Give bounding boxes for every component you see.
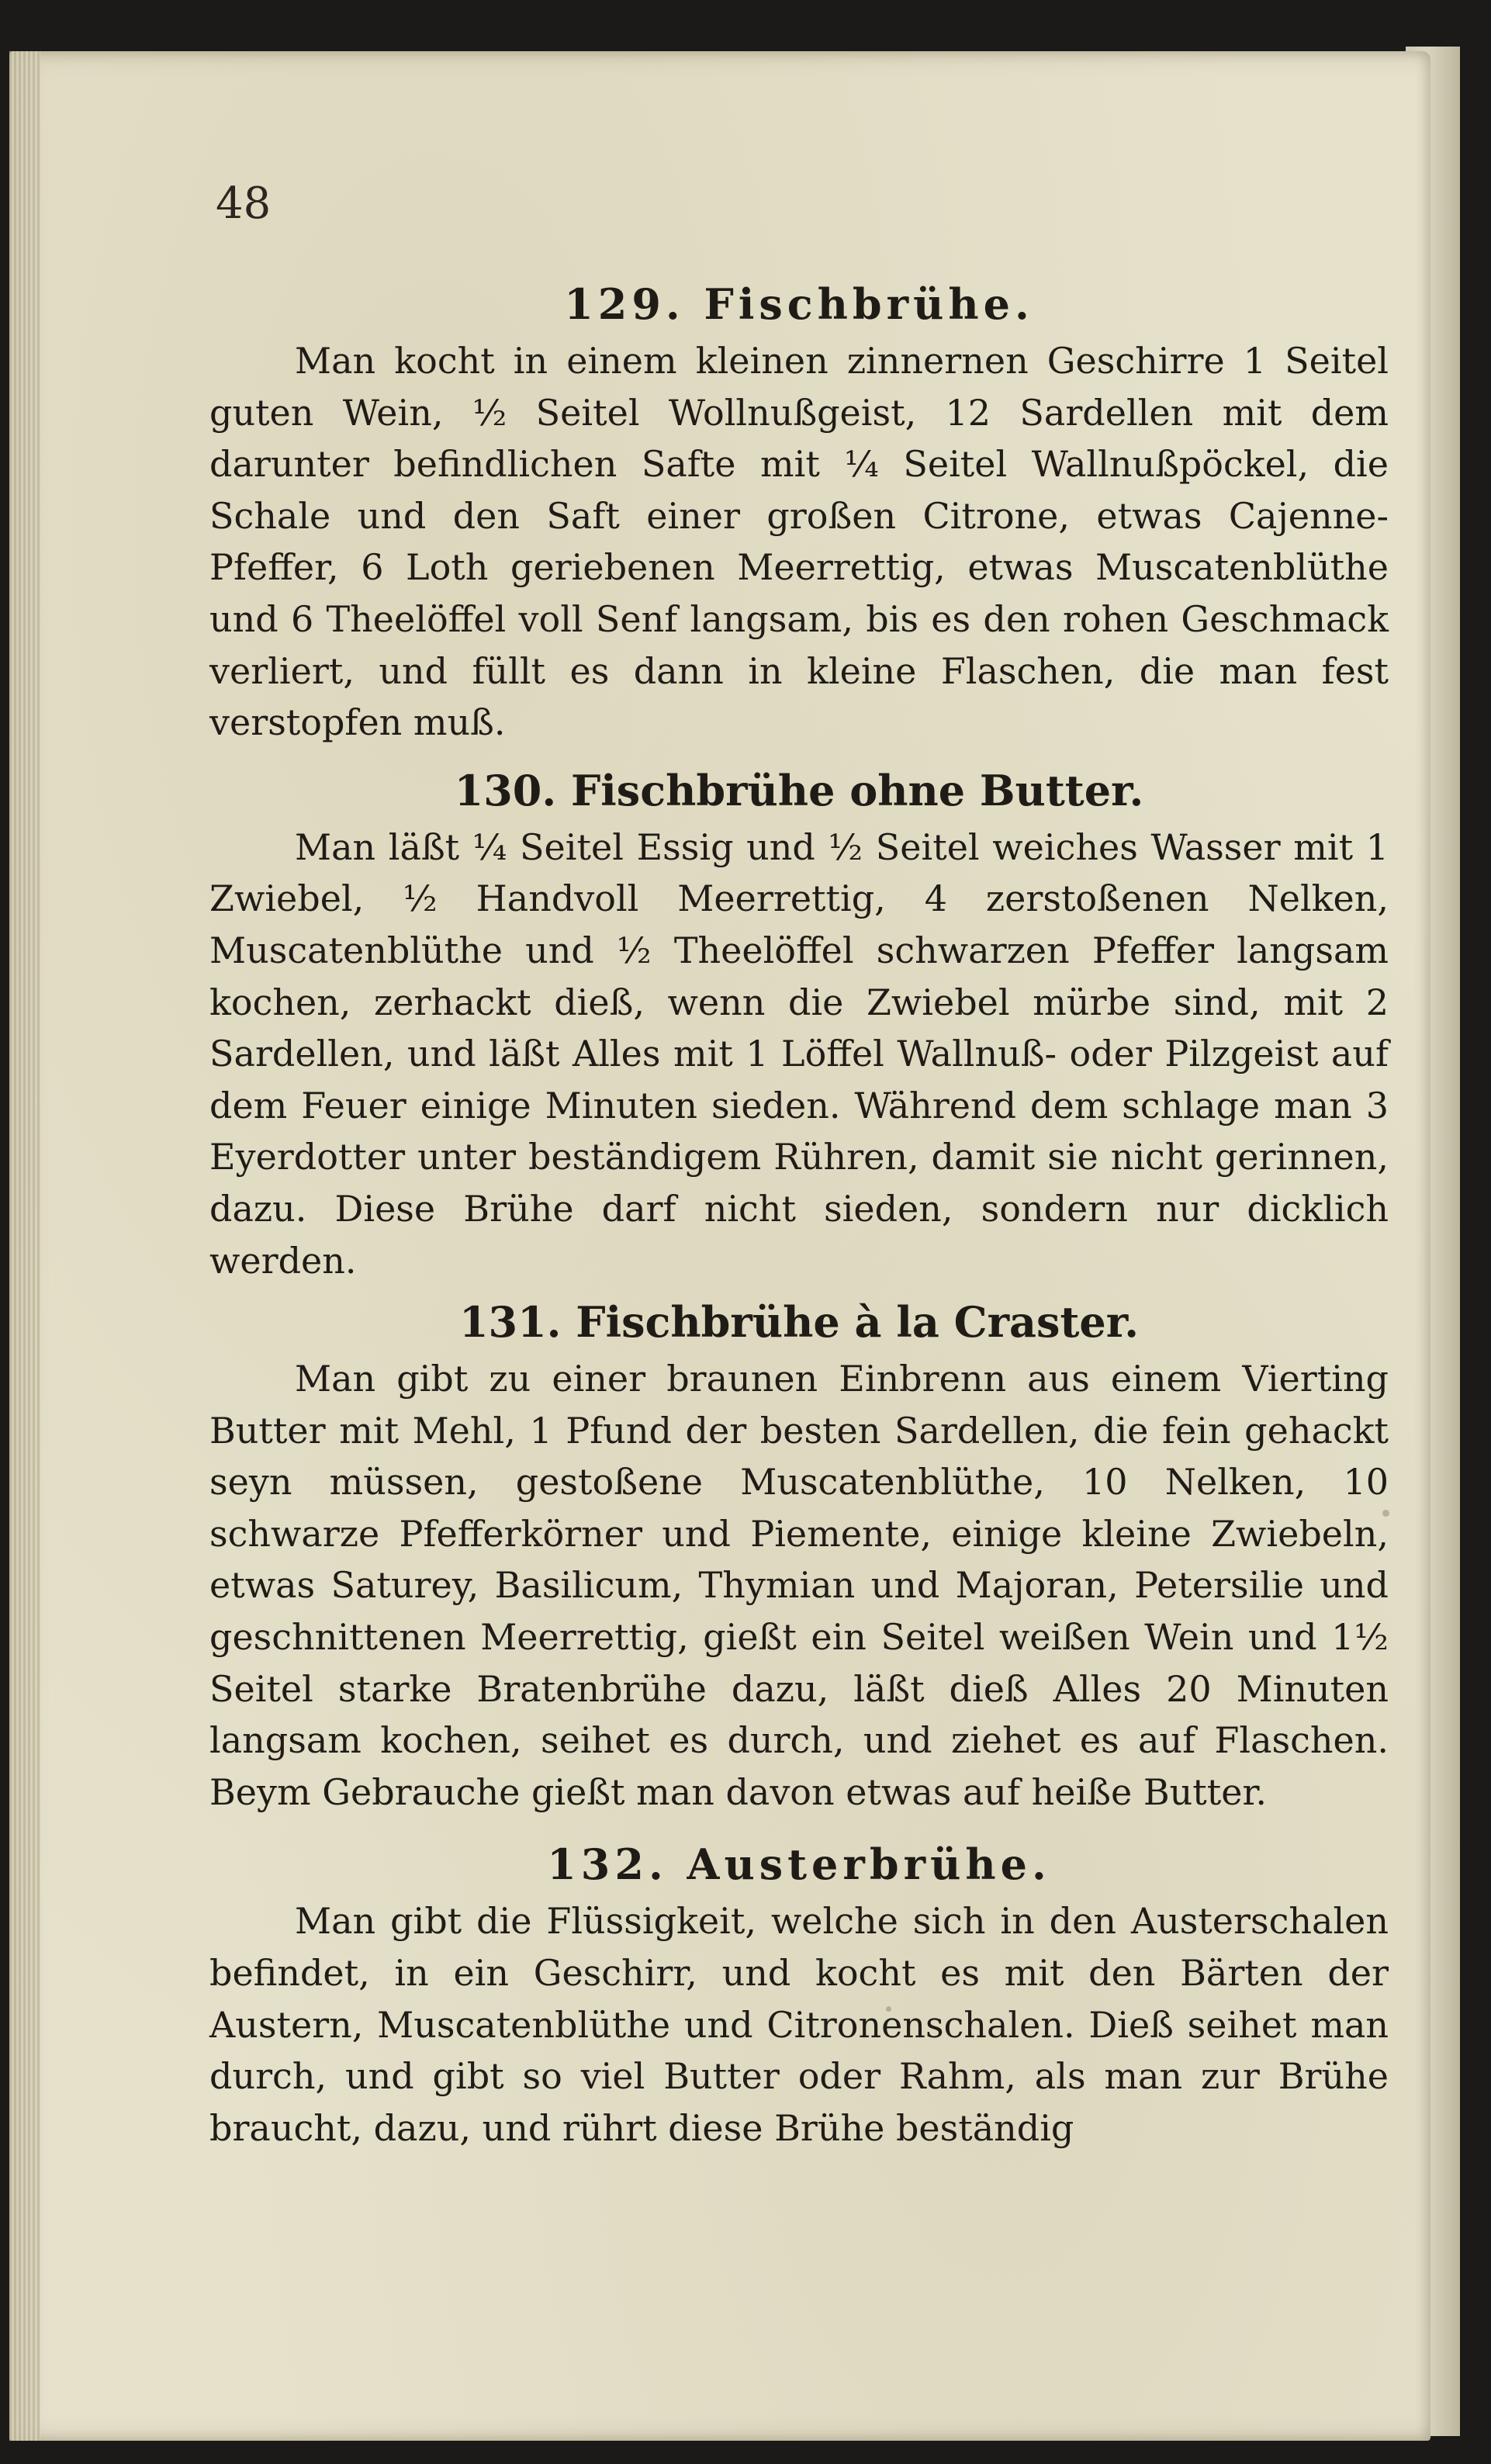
page-number: 48 (216, 178, 272, 229)
page-gutter (9, 51, 40, 2441)
section-text-129: Man kocht in einem kleinen zinnernen Geschirre 1 Seitel guten Wein, ½ Seitel Wollnußgeist, 12 Sardellen mit dem darunter befindlichen Safte mit ¼ Seitel Wallnußpöckel, die Schale und den Saft einer großen Citrone, etwas Cajenne-Pfeffer, 6 Loth geriebenen Meerrettig, etwas Muscatenblüthe und 6 Theelöffel voll Senf langsam, bis es den rohen Geschmack verliert, und füllt es dann in kleine Flaschen, die man fest verstopfen muß. (209, 340, 1389, 744)
section-text-131: Man gibt zu einer braunen Einbrenn aus einem Vierting Butter mit Mehl, 1 Pfund der besten Sardellen, die fein gehackt seyn müssen, gestoßene Muscatenblüthe, 10 Nelken, 10 schwarze Pfefferkörner und Piemente, einige kleine Zwiebeln, etwas Saturey, Basilicum, Thymian und Majoran, Petersilie und geschnittenen Meerrettig, gießt ein Seitel weißen Wein und 1½ Seitel starke Bratenbrühe dazu, läßt dieß Alles 20 Minuten langsam kochen, seihet es durch, und ziehet es auf Flaschen. Beym Gebrauche gießt man davon etwas auf heiße Butter. (209, 1358, 1389, 1813)
section-text-130: Man läßt ¼ Seitel Essig und ½ Seitel weiches Wasser mit 1 Zwiebel, ½ Handvoll Meerrettig, 4 zerstoßenen Nelken, Muscatenblüthe und ½ Theelöffel schwarzen Pfeffer langsam kochen, zerhackt dieß, wenn die Zwiebel mürbe sind, mit 2 Sardellen, und läßt Alles mit 1 Löffel Wallnuß- oder Pilzgeist auf dem Feuer einige Minuten sieden. Während dem schlage man 3 Eyerdotter unter beständigem Rühren, damit sie nicht gerinnen, dazu. Diese Brühe darf nicht sieden, sondern nur dicklich werden. (209, 825, 1389, 1282)
section-text-132: Man gibt die Flüssigkeit, welche sich in den Austerschalen befindet, in ein Geschirr, und kocht es mit den Bärten der Austern, Muscatenblüthe und Citronenschalen. Dieß seihet man durch, und gibt so viel Butter oder Rahm, als man zur Brühe braucht, dazu, und rührt diese Brühe beständig (209, 1900, 1389, 2149)
section-heading-131: 131. Fischbrühe à la Craster. (458, 1297, 1140, 1348)
section-heading-132: 132. Austerbrühe. (547, 1839, 1051, 1890)
section-heading-129: 129. Fischbrühe. (564, 279, 1034, 329)
page-text (209, 178, 1389, 2154)
section-heading-130: 130. Fischbrühe ohne Butter. (454, 765, 1144, 815)
